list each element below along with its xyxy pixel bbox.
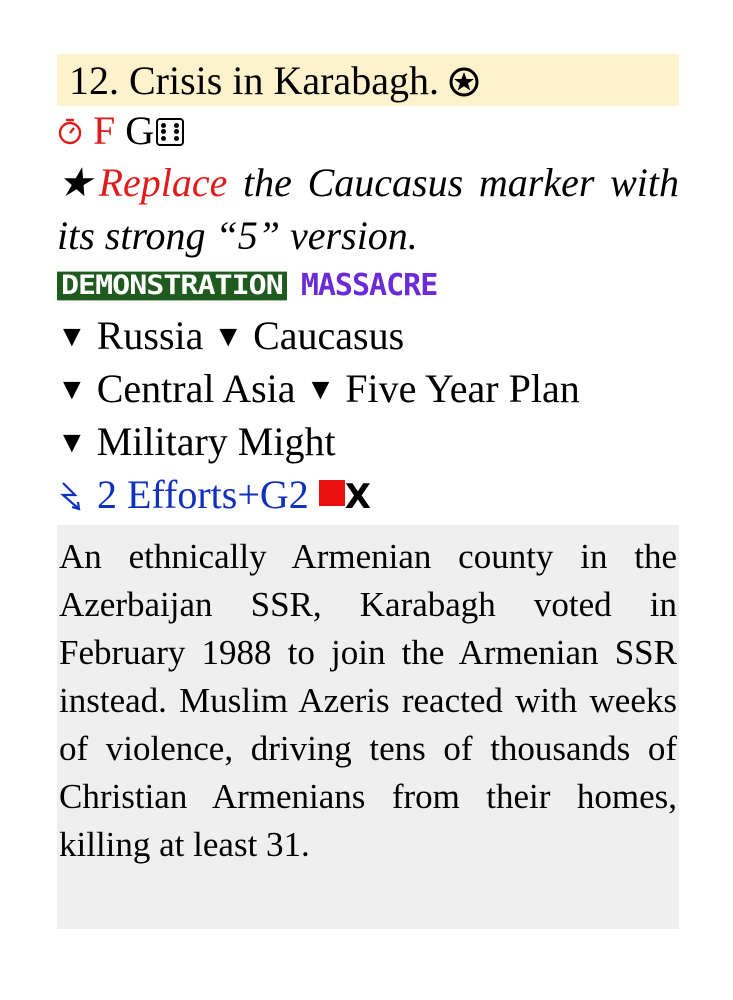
triangle-down-icon: ▼ [57,320,87,353]
massacre-stamp: MASSACRE [300,268,438,303]
triangle-down-icon: ▼ [57,373,87,406]
die-four-icon [156,118,184,146]
timing-letter: F [93,108,116,153]
effect-lead: Replace [98,160,228,205]
tag-row-3 [57,416,679,469]
x-mark: X [344,477,372,517]
triangle-down-icon: ▼ [57,426,87,459]
effect-rest: the Caucasus marker with its strong “5” version. [57,160,680,258]
efforts-text: 2 Efforts+G2 [97,472,309,517]
red-square-icon [319,480,345,506]
tag-row-2 [57,363,679,416]
event-card [57,54,679,929]
tag-military-might: Military Might [96,419,336,464]
stamp-row [57,262,679,310]
effect-text: ★Replace the Caucasus marker with its strong “5” version. [57,160,680,258]
star-in-circle-icon [449,58,479,103]
triangle-down-icon: ▼ [213,320,244,353]
die-letter: G [125,108,155,153]
triangle-down-icon: ▼ [305,373,336,406]
tag-caucasus: Caucasus [253,313,405,358]
card-title-bar [57,54,679,106]
timing-row [57,106,679,156]
tag-russia: Russia [96,313,204,358]
flavor-text: An ethnically Armenian county in the Azerbaijan SSR, Karabagh voted in February 1988 to join the Armenian SSR instead. Muslim Azeris reacted with weeks of violence, driving tens of thousands of Christian Armenians from their homes, killing at least 31. [57,525,679,929]
tag-central-asia: Central Asia [96,366,296,411]
tag-five-year-plan: Five Year Plan [345,366,580,411]
clock-icon [57,108,93,153]
efforts-row [57,469,679,523]
demonstration-stamp: DEMONSTRATION [57,272,287,301]
card-title: 12. Crisis in Karabagh. [69,58,439,103]
tag-row-1 [57,310,679,363]
lightning-icon [57,472,97,517]
